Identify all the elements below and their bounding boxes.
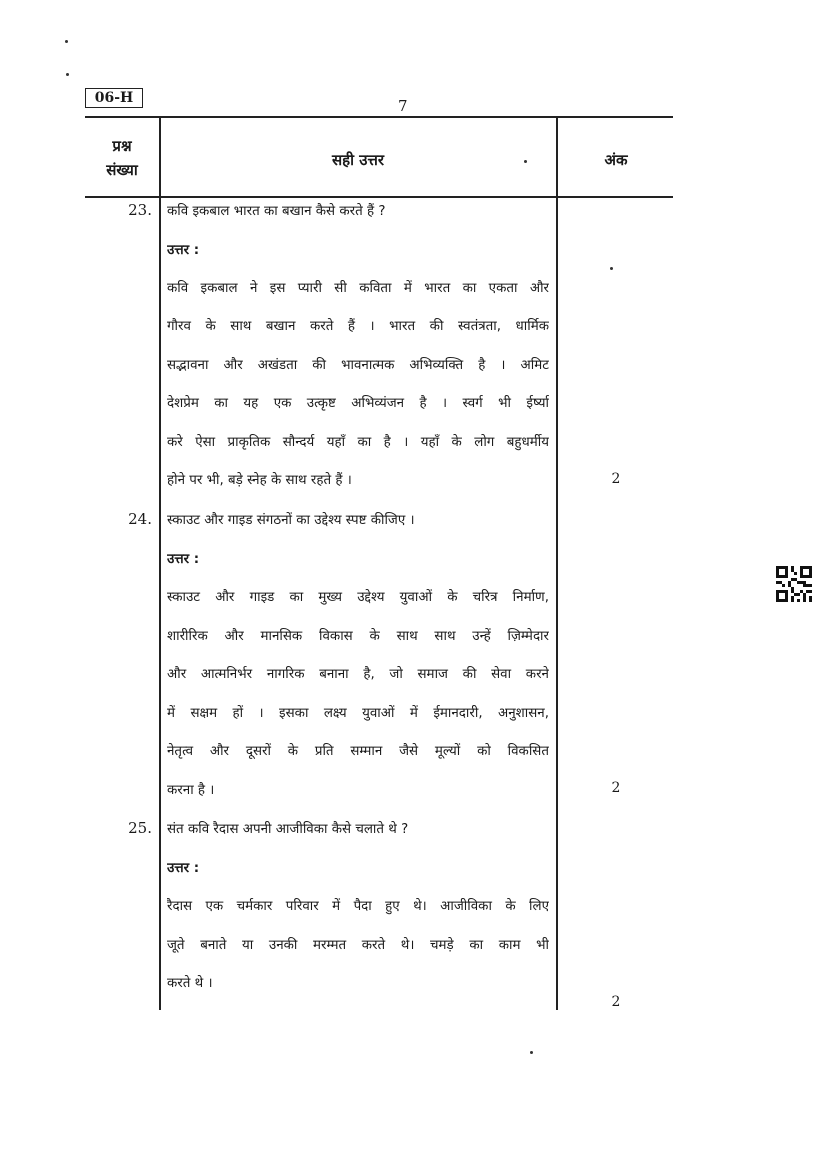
marks-value: 2 (611, 471, 621, 487)
paper-code: 06-H (85, 88, 143, 108)
column-divider-2 (556, 116, 558, 198)
answer-line: करते थे । (167, 976, 213, 991)
answer-line: कवि इकबाल ने इस प्यारी सी कविता में भारत का एकता और (167, 281, 549, 296)
header-marks: अंक (604, 151, 628, 169)
answer-label: उत्तर : (167, 861, 200, 876)
question-number: 23. (128, 201, 152, 219)
column-divider-2-body (556, 198, 558, 1010)
scan-speck (530, 1051, 533, 1054)
header-bottom-border (85, 196, 673, 198)
question-text: संत कवि रैदास अपनी आजीविका कैसे चलाते थे ? (167, 822, 409, 837)
page-number: 7 (398, 97, 408, 115)
header-answer: सही उत्तर (332, 151, 384, 169)
question-number: 25. (128, 819, 152, 837)
header-question-no-line2: संख्या (106, 161, 138, 179)
scan-speck (524, 160, 527, 163)
answer-line: गौरव के साथ बखान करते हैं । भारत की स्वतंत्रता, धार्मिक (167, 319, 549, 334)
scan-speck (66, 73, 69, 76)
answer-line: होने पर भी, बड़े स्नेह के साथ रहते हैं । (167, 473, 352, 488)
qr-code-icon (776, 566, 812, 602)
answer-line: नेतृत्व और दूसरों के प्रति सम्मान जैसे मूल्यों को विकसित (167, 744, 549, 759)
question-text: स्काउट और गाइड संगठनों का उद्देश्य स्पष्ट कीजिए । (167, 513, 415, 528)
column-divider-1 (159, 116, 161, 198)
answer-line: में सक्षम हों । इसका लक्ष्य युवाओं में ईमानदारी, अनुशासन, (167, 706, 549, 721)
question-text: कवि इकबाल भारत का बखान कैसे करते हैं ? (167, 204, 386, 219)
marks-value: 2 (611, 780, 621, 796)
answer-line: और आत्मनिर्भर नागरिक बनाना है, जो समाज की सेवा करने (167, 667, 549, 682)
column-divider-1-body (159, 198, 161, 1010)
answer-line: शारीरिक और मानसिक विकास के साथ साथ उन्हें ज़िम्मेदार (167, 629, 549, 644)
answer-line: देशप्रेम का यह एक उत्कृष्ट अभिव्यंजन है । स्वर्ग भी ईर्ष्या (167, 396, 549, 411)
scan-speck (65, 40, 68, 43)
answer-line: स्काउट और गाइड का मुख्य उद्देश्य युवाओं के चरित्र निर्माण, (167, 590, 549, 605)
answer-line: सद्भावना और अखंडता की भावनात्मक अभिव्यक्ति है । अमिट (167, 358, 549, 373)
marks-value: 2 (611, 994, 621, 1010)
table-top-border (85, 116, 673, 118)
header-question-no-line1: प्रश्न (112, 137, 132, 155)
scan-speck (610, 267, 613, 270)
answer-line: रैदास एक चर्मकार परिवार में पैदा हुए थे। आजीविका के लिए (167, 899, 549, 914)
answer-line: करे ऐसा प्राकृतिक सौन्दर्य यहाँ का है । यहाँ के लोग बहुधर्मीय (167, 435, 549, 450)
answer-line: जूते बनाते या उनकी मरम्मत करते थे। चमड़े का काम भी (167, 938, 549, 953)
question-number: 24. (128, 510, 152, 528)
answer-line: करना है । (167, 783, 215, 798)
answer-label: उत्तर : (167, 243, 200, 258)
answer-label: उत्तर : (167, 552, 200, 567)
header-question-no (88, 134, 156, 182)
